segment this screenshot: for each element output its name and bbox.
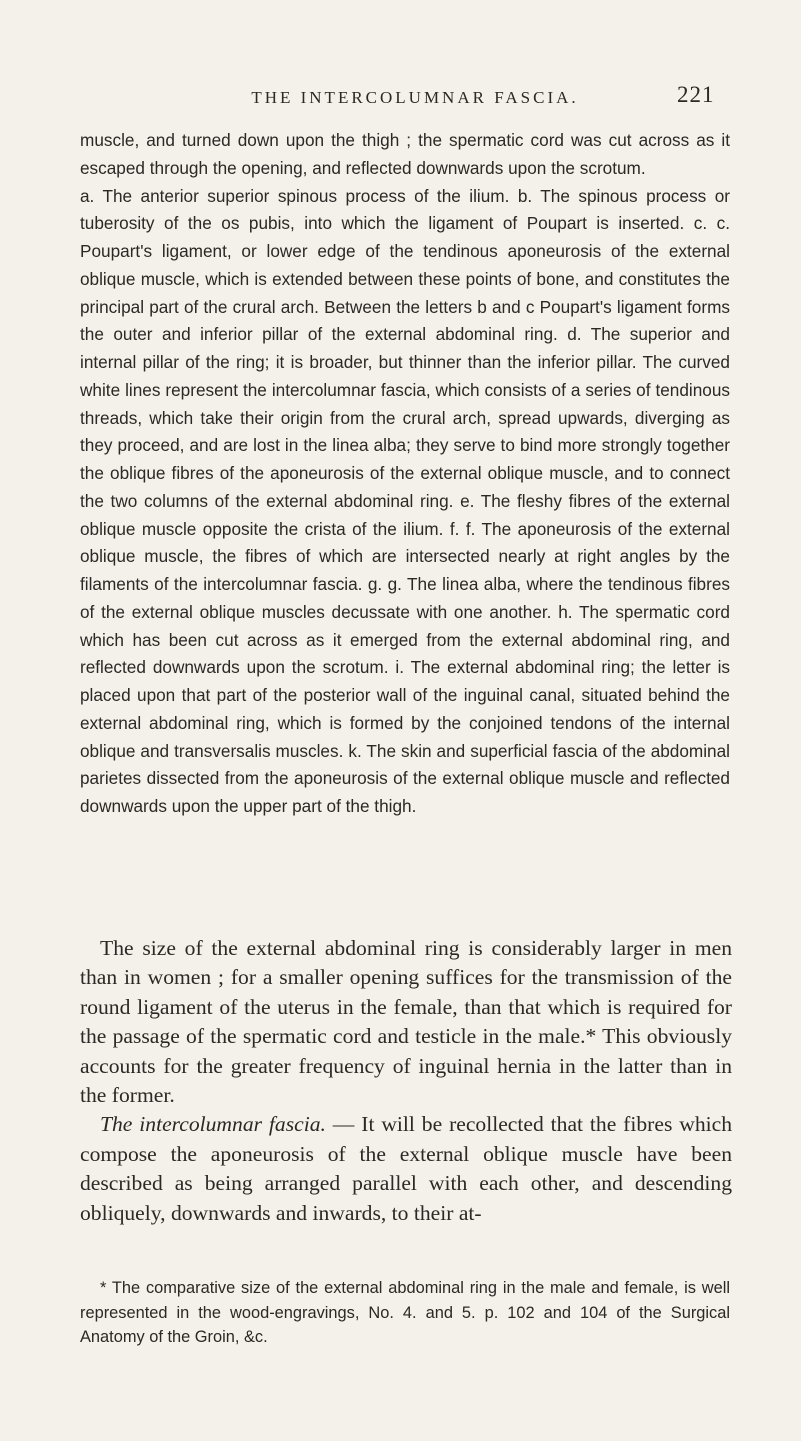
body-text [80,934,732,1228]
body-paragraph-1: The size of the external abdominal ring is considerably larger in men than in women ; for a smaller opening suffices for the transmission of the round ligament of the uterus in the female, than that which is required for the passage of the spermatic cord and testicle in the male.* This obviously accounts for the greater frequency of inguinal hernia in the latter than in the former. [80,936,732,1108]
page-number: 221 [677,82,715,107]
running-title: THE INTERCOLUMNAR FASCIA. [251,88,579,107]
footnote-text: * The comparative size of the external abdominal ring in the male and female, is well represented in the wood-engravings, No. 4. and 5. p. 102 and 104 of the Surgical Anatomy of the Groin, &c. [80,1279,730,1346]
caption-paragraph-1: muscle, and turned down upon the thigh ; the spermatic cord was cut across as it escaped through the opening, and reflected downwards upon the scrotum. [80,130,730,178]
body-paragraph-2-text: — It will be recollected that the fibres which compose the aponeurosis of the external oblique muscle have been described as being arranged parallel with each other, and descending obliquely, downwards and inwards, to their at- [80,1112,732,1225]
figure-caption [80,127,730,821]
footnote [80,1276,730,1350]
body-paragraph-2 [80,1110,732,1228]
section-heading: The intercolumnar fascia. [100,1112,326,1137]
caption-paragraph-2: a. The anterior superior spinous process of the ilium. b. The spinous process or tuberosity of the os pubis, into which the ligament of Poupart is inserted. c. c. Poupart's ligament, or lower edge of the tendinous aponeurosis of the external oblique muscle, which is extended between these points of bone, and constitutes the principal part of the crural arch. Between the letters b and c Poupart's ligament forms the outer and inferior pillar of the external abdominal ring. d. The superior and internal pillar of the ring; it is broader, but thinner than the inferior pillar. The curved white lines represent the intercolumnar fascia, which consists of a series of tendinous threads, which take their origin from the crural arch, spread upwards, diverging as they proceed, and are lost in the linea alba; they serve to bind more strongly together the oblique fibres of the aponeurosis of the external oblique muscle, and to connect the two columns of the external abdominal ring. e. The fleshy fibres of the external oblique muscle opposite the crista of the ilium. f. f. The aponeurosis of the external oblique muscle, the fibres of which are intersected nearly at right angles by the filaments of the intercolumnar fascia. g. g. The linea alba, where the tendinous fibres of the external oblique muscles decussate with one another. h. The spermatic cord which has been cut across as it emerged from the external abdominal ring, and reflected downwards upon the scrotum. i. The external abdominal ring; the letter is placed upon that part of the posterior wall of the inguinal canal, situated behind the external abdominal ring, which is formed by the conjoined tendons of the internal oblique and transversalis muscles. k. The skin and superficial fascia of the abdominal parietes dissected from the aponeurosis of the external oblique muscle and reflected downwards upon the upper part of the thigh. [80,185,730,816]
